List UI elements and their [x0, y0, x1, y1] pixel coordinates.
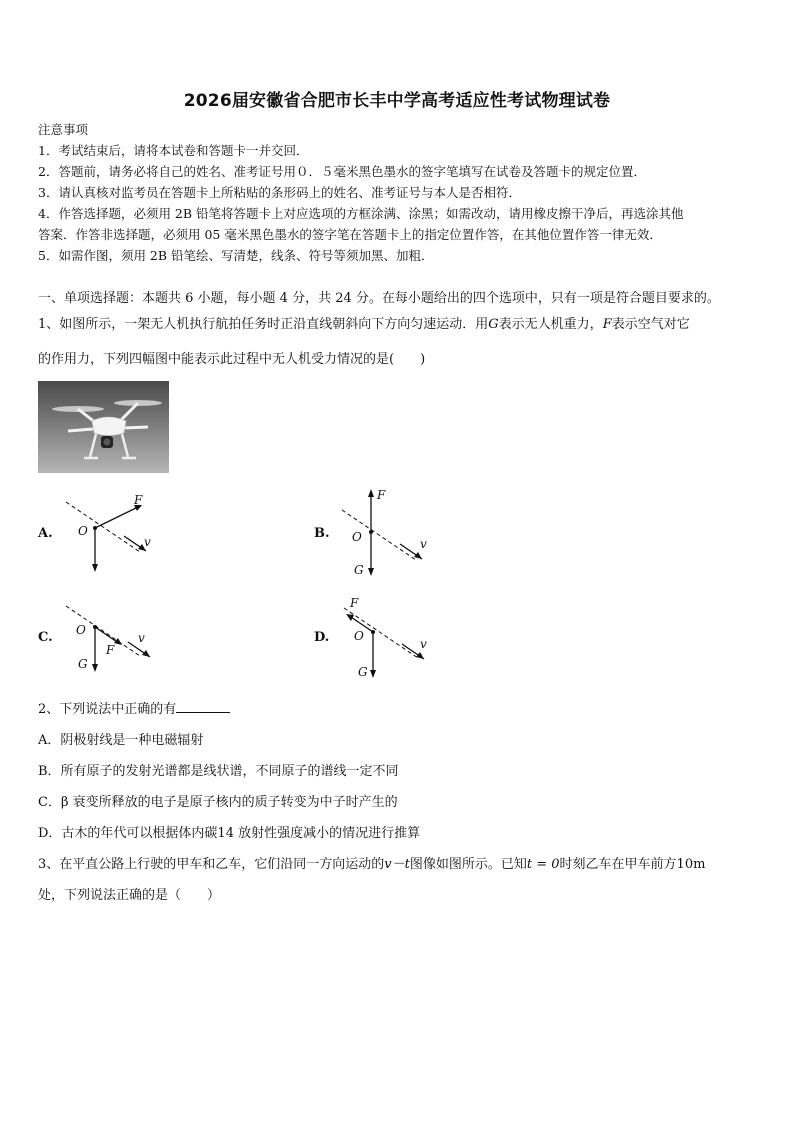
q3-text-a: 3、在平直公路上行驶的甲车和乙车，它们沿同一方向运动的	[38, 857, 385, 872]
q1-text-b: 表示无人机重力，	[498, 317, 603, 332]
label-v: v	[420, 537, 427, 551]
label-o: O	[76, 623, 86, 637]
q1-option-b-label: B.	[314, 526, 330, 541]
label-v: v	[420, 637, 427, 651]
question-3-line-1	[38, 853, 705, 872]
notice-item: 答案．作答非选择题，必须用 05 毫米黑色墨水的签字笔在答题卡上的指定位置作答，在其他位置作答一律无效．	[38, 227, 662, 242]
q1-option-d-label: D.	[314, 630, 330, 645]
force-f-arrowhead	[368, 489, 374, 497]
q1-symbol-f: F	[602, 317, 612, 332]
q2-option-c: C．β 衰变所释放的电子是原子核内的质子转变为中子时产生的	[38, 795, 398, 810]
notice-item: 2．答题前，请务必将自己的姓名、准考证号用０．５毫米黑色墨水的签字笔填写在试卷及答题卡的规定位置．	[38, 164, 646, 179]
q1-text-a: 1、如图所示，一架无人机执行航拍任务时正沿直线朝斜向下方向匀速运动．用	[38, 317, 489, 332]
label-f: F	[350, 596, 359, 610]
label-g: G	[78, 657, 88, 671]
label-o: O	[352, 530, 362, 544]
q1-option-d-diagram	[336, 592, 446, 684]
q2-option-a: A．阴极射线是一种电磁辐射	[38, 733, 204, 748]
label-f: F	[377, 488, 386, 502]
label-g: G	[358, 665, 368, 679]
drone-photo	[38, 381, 169, 473]
notice-heading: 注意事项	[38, 122, 89, 137]
label-f: F	[106, 643, 115, 657]
q3-symbol-vt: v－t	[384, 857, 410, 872]
force-g-arrowhead	[370, 670, 376, 678]
label-g: G	[354, 563, 364, 577]
force-g-arrowhead	[92, 664, 98, 672]
q1-option-a-diagram	[60, 488, 170, 578]
page-title: 2026届安徽省合肥市长丰中学高考适应性考试物理试卷	[183, 91, 611, 111]
question-2-stem	[38, 698, 230, 717]
question-1-line-1	[38, 313, 690, 332]
origin-point	[369, 530, 373, 534]
question-1-line-2: 的作用力，下列四幅图中能表示此过程中无人机受力情况的是( )	[38, 352, 426, 367]
origin-point	[93, 625, 97, 629]
question-3-line-2: 处，下列说法正确的是（ ）	[38, 888, 221, 903]
label-f: F	[134, 493, 143, 507]
q1-option-c-diagram	[60, 598, 170, 678]
q2-stem-text: 2、下列说法中正确的有	[38, 702, 177, 717]
notice-item: 3．请认真核对监考员在答题卡上所粘贴的条形码上的姓名、准考证号与本人是否相符．	[38, 185, 521, 200]
q1-option-c-label: C.	[38, 630, 53, 645]
origin-point	[93, 526, 97, 530]
label-v: v	[144, 535, 151, 549]
answer-blank[interactable]	[176, 701, 230, 713]
q1-option-b-diagram	[336, 482, 446, 582]
section-heading: 一、单项选择题：本题共 6 小题，每小题 4 分，共 24 分。在每小题给出的四个选项中，只有一项是符合题目要求的。	[38, 291, 720, 306]
q3-text-c: 时刻乙车在甲车前方	[559, 857, 677, 872]
velocity-arrowhead	[416, 652, 424, 659]
q3-distance: 10m	[676, 857, 706, 872]
q2-option-b: B．所有原子的发射光谱都是线状谱，不同原子的谱线一定不同	[38, 764, 399, 779]
force-f-arrow	[95, 506, 140, 528]
notice-item: 5．如需作图，须用 2B 铅笔绘、写清楚，线条、符号等须加黑、加粗．	[38, 248, 434, 263]
label-o: O	[78, 524, 88, 538]
q1-symbol-g: G	[488, 317, 499, 332]
q2-option-d: D．古木的年代可以根据体内碳14 放射性强度减小的情况进行推算	[38, 826, 421, 841]
velocity-arrowhead	[142, 650, 150, 657]
notice-item: 4．作答选择题，必须用 2B 铅笔将答题卡上对应选项的方框涂满、涂黑；如需改动，请用橡皮擦干净后，再选涂其他	[38, 206, 684, 221]
q3-symbol-t0: t = 0	[526, 857, 560, 872]
label-v: v	[138, 631, 145, 645]
force-g-arrowhead	[368, 568, 374, 576]
notice-item: 1．考试结束后，请将本试卷和答题卡一并交回．	[38, 143, 309, 158]
origin-point	[371, 630, 375, 634]
velocity-arrowhead	[414, 552, 422, 559]
q1-option-a-label: A.	[38, 526, 53, 541]
force-g-arrowhead	[92, 564, 98, 572]
q3-text-b: 图像如图所示。已知	[409, 857, 527, 872]
label-o: O	[354, 629, 364, 643]
q1-text-c: 表示空气对它	[611, 317, 690, 332]
